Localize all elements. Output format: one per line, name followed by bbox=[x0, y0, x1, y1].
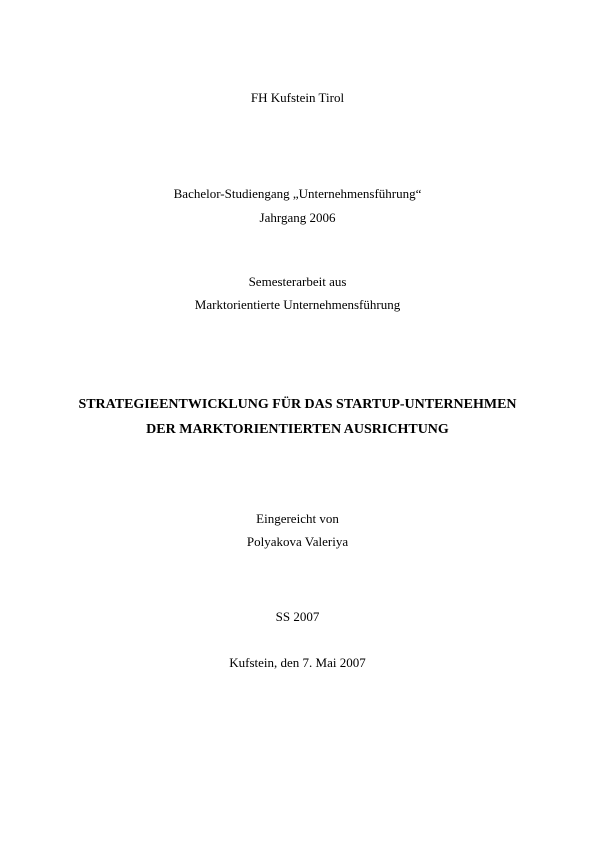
work-type: Semesterarbeit aus bbox=[248, 274, 347, 289]
place-and-date: Kufstein, den 7. Mai 2007 bbox=[229, 655, 366, 670]
work-subject: Marktorientierte Unternehmensführung bbox=[194, 297, 401, 312]
thesis-title-line-2: DER MARKTORIENTIERTEN AUSRICHTUNG bbox=[146, 422, 449, 437]
semester: SS 2007 bbox=[275, 609, 320, 624]
program-year: Jahrgang 2006 bbox=[259, 210, 336, 225]
study-program: Bachelor-Studiengang „Unternehmensführung“ bbox=[173, 186, 422, 201]
submitted-by-label: Eingereicht von bbox=[256, 511, 339, 526]
institution-name: FH Kufstein Tirol bbox=[250, 90, 345, 105]
author-name: Polyakova Valeriya bbox=[246, 534, 349, 549]
thesis-title-line-1: STRATEGIEENTWICKLUNG FÜR DAS STARTUP-UNTERNEHMEN bbox=[78, 397, 517, 412]
